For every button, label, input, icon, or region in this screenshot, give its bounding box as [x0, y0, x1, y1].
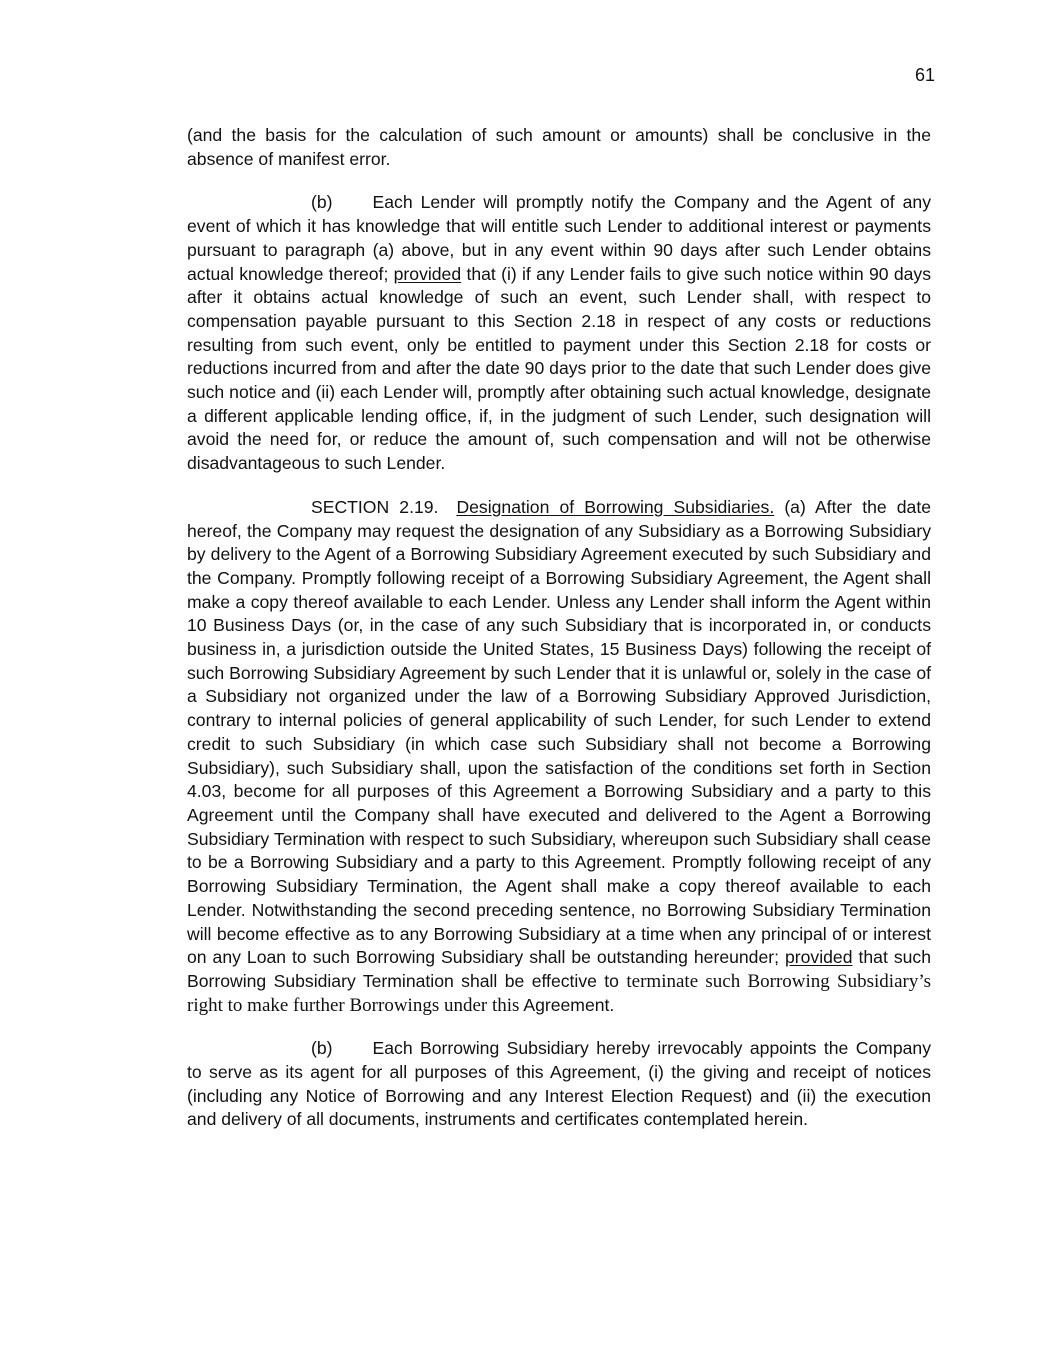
document-body [187, 124, 931, 1152]
paragraph-text: (a) After the date hereof, the Company may request the designation of any Subsidiary as a Borrowing Subsidiary by delivery to the Agent of a Borrowing Subsidiary Agreement executed by such Subsidiary and the Company. Promptly following receipt of a Borrowing Subsidiary Agreement, the Agent shall make a copy thereof available to each Lender. Unless any Lender shall inform the Agent within 10 Business Days (or, in the case of any such Subsidiary that is incorporated in, or conducts business in, a jurisdiction outside the United States, 15 Business Days) following the receipt of such Borrowing Subsidiary Agreement by such Lender that it is unlawful or, solely in the case of a Subsidiary not organized under the law of a Borrowing Subsidiary Approved Jurisdiction, contrary to internal policies of general applicability of such Lender, for such Lender to extend credit to such Subsidiary (in which case such Subsidiary shall not become a Borrowing Subsidiary), such Subsidiary shall, upon the satisfaction of the conditions set forth in Section 4.03, become for all purposes of this Agreement a Borrowing Subsidiary and a party to this Agreement until the Company shall have executed and delivered to the Agent a Borrowing Subsidiary Termination with respect to such Subsidiary, whereupon such Subsidiary shall cease to be a Borrowing Subsidiary and a party to this Agreement. Promptly following receipt of any Borrowing Subsidiary Termination, the Agent shall make a copy thereof available to each Lender. Notwithstanding the second preceding sentence, no Borrowing Subsidiary Termination will become effective as to any Borrowing Subsidiary at a time when any principal of or interest on any Loan to such Borrowing Subsidiary shall be outstanding hereunder; [187, 496, 931, 968]
paragraph-2-18-b [187, 191, 931, 475]
paragraph-text: Agreement. [523, 994, 615, 1015]
paragraph-text: Each Borrowing Subsidiary hereby irrevocably appoints the Company to serve as its agent for all purposes of this Agreement, (i) the giving and receipt of notices (including any Notice of Borrowing and any Interest Election Request) and (ii) the execution and delivery of all documents, instruments and certificates contemplated herein. [187, 1038, 931, 1130]
page-number: 61 [914, 65, 935, 85]
paragraph-text: that (i) if any Lender fails to give such notice within 90 days after it obtains actual knowledge of such an event, such Lender shall, with respect to compensation payable pursuant to this Section 2.18 in respect of any costs or reductions resulting from such event, only be entitled to payment under this Section 2.18 for costs or reductions incurred from and after the date 90 days prior to the date that such Lender does give such notice and (ii) each Lender will, promptly after obtaining such actual knowledge, designate a different applicable lending office, if, in the judgment of such Lender, such designation will avoid the need for, or reduce the amount of, such compensation and will not be otherwise disadvantageous to such Lender. [187, 263, 932, 474]
section-2-19-paragraph-a [187, 496, 931, 1017]
section-number: SECTION 2.19. [311, 496, 439, 517]
paragraph-continuation [187, 124, 931, 171]
section-title: Designation of Borrowing Subsidiaries. [456, 496, 775, 517]
paragraph-label: (b) [311, 192, 333, 213]
paragraph-text-serif: terminate such Borrowing Subsidiary’s right to make further Borrowings under this [187, 970, 932, 1016]
provided-term: provided [785, 947, 853, 968]
provided-term: provided [393, 263, 462, 284]
paragraph-2-19-b [187, 1037, 931, 1132]
paragraph-label: (b) [311, 1038, 333, 1059]
paragraph-text: Each Lender will promptly notify the Company and the Agent of any event of which it has knowledge that will entitle such Lender to additional interest or payments pursuant to paragraph (a) above, but in any event within 90 days after such Lender obtains actual knowledge thereof; [187, 192, 931, 284]
paragraph-text: that such Borrowing Subsidiary Termination shall be effective to [187, 947, 931, 991]
paragraph-text: (and the basis for the calculation of such amount or amounts) shall be conclusive in the absence of manifest error. [187, 125, 931, 169]
